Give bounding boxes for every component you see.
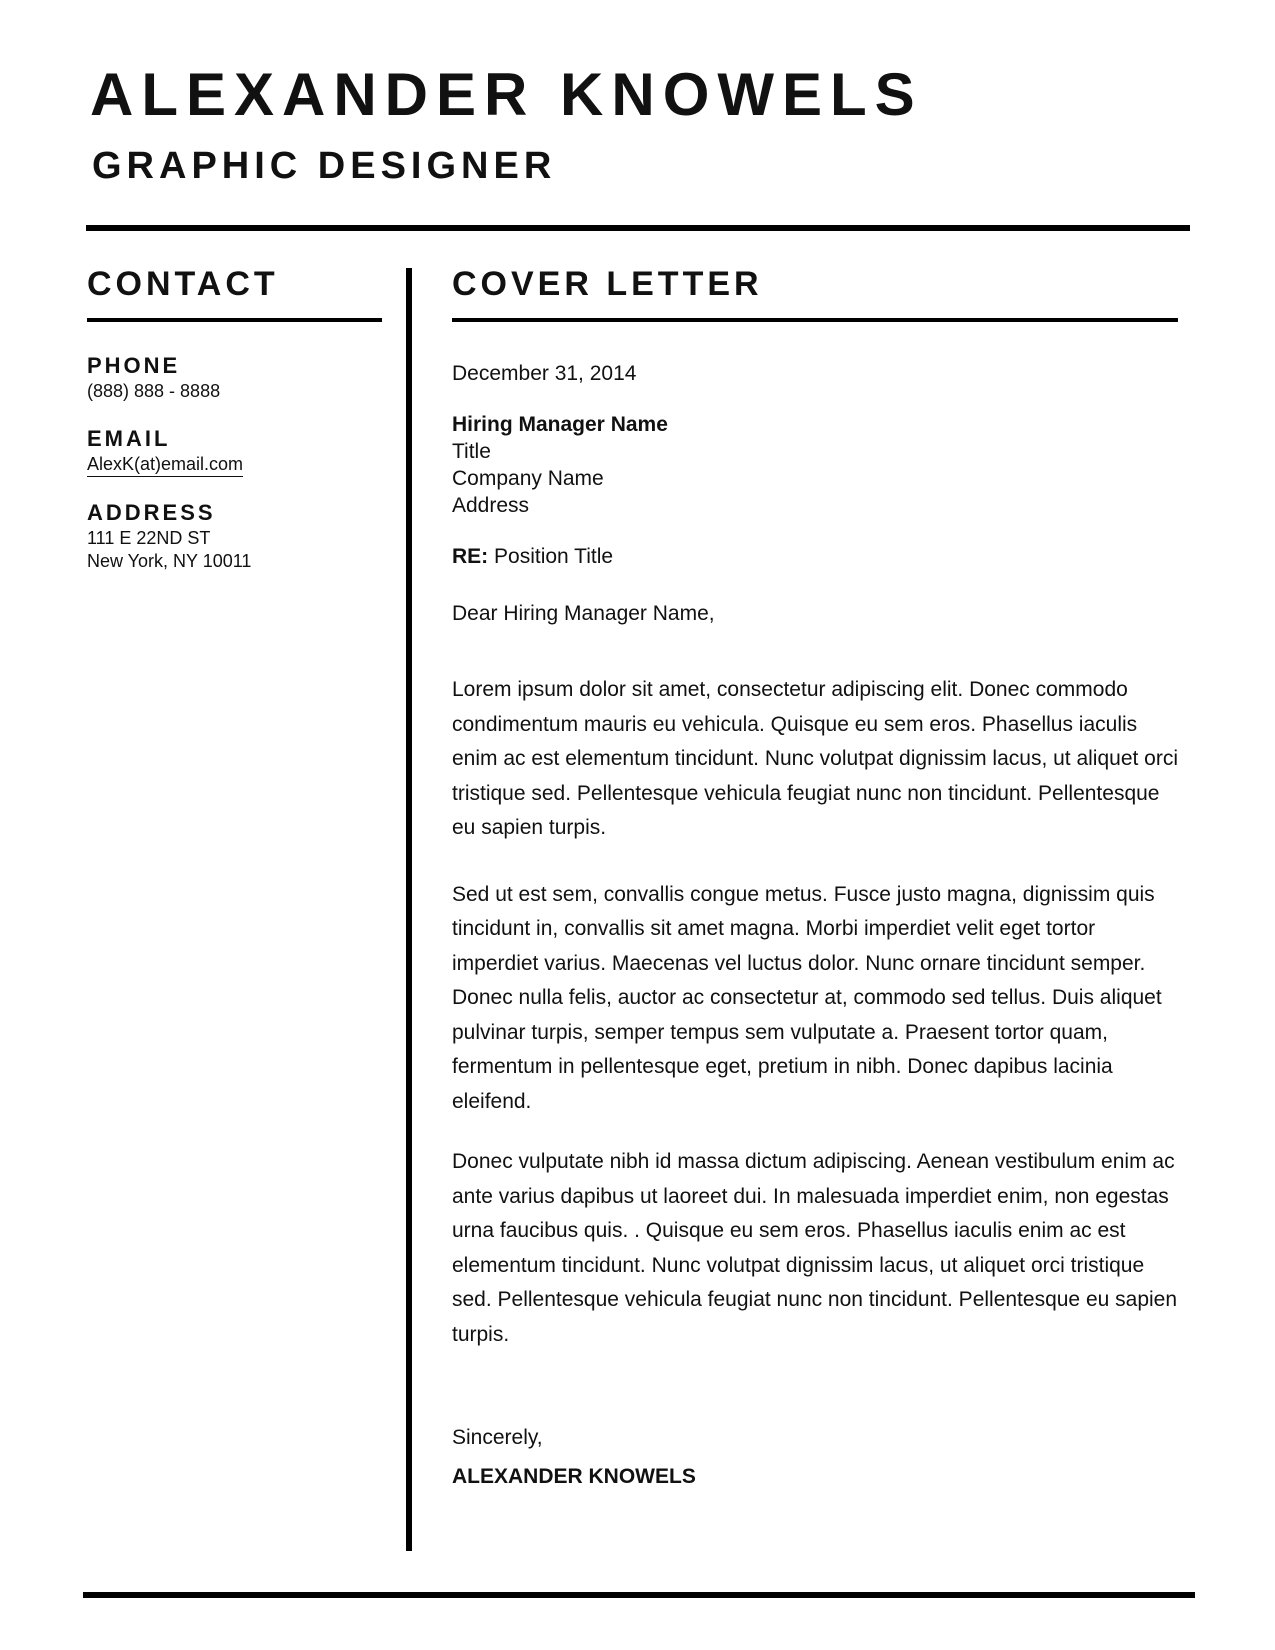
recipient-name: Hiring Manager Name xyxy=(452,413,668,436)
address-line-1: 111 E 22ND ST xyxy=(87,528,211,548)
closing: Sincerely, xyxy=(452,1426,543,1449)
contact-sidebar xyxy=(87,262,382,573)
email-link[interactable]: AlexK(at)email.com xyxy=(87,453,243,477)
contact-heading-underline xyxy=(87,318,382,322)
recipient-address: Address xyxy=(452,494,530,517)
phone-value: (888) 888 - 8888 xyxy=(87,381,221,401)
subject-line xyxy=(452,543,1182,570)
applicant-name: ALEXANDER KNOWELS xyxy=(90,61,923,128)
column-divider xyxy=(406,268,412,1551)
subject-label: RE: xyxy=(452,545,489,568)
subject-value: Position Title xyxy=(488,545,614,568)
address-block xyxy=(87,499,382,573)
recipient-company: Company Name xyxy=(452,467,604,490)
footer-divider xyxy=(83,1592,1195,1598)
salutation: Dear Hiring Manager Name, xyxy=(452,602,715,625)
address-label: ADDRESS xyxy=(87,500,216,525)
cover-letter xyxy=(452,262,1182,1490)
cover-letter-heading: COVER LETTER xyxy=(452,265,763,303)
signature: ALEXANDER KNOWELS xyxy=(452,1465,696,1488)
recipient-title: Title xyxy=(452,440,491,463)
letter-date: December 31, 2014 xyxy=(452,362,637,385)
email-label: EMAIL xyxy=(87,426,171,451)
phone-block xyxy=(87,352,382,403)
header-divider xyxy=(86,225,1190,231)
contact-heading: CONTACT xyxy=(87,265,279,303)
phone-label: PHONE xyxy=(87,353,181,378)
body-paragraph: Lorem ipsum dolor sit amet, consectetur adipiscing elit. Donec commodo condimentum mauris eu vehicula. Quisque eu sem eros. Phasellus iaculis enim ac est elementum tincidunt. Nunc volutpat dignissim lacus, ut aliquet orci tristique sed. Pellentesque vehicula feugiat nunc non tincidunt. Pellentesque eu sapien turpis. xyxy=(452,678,1179,839)
job-title: GRAPHIC DESIGNER xyxy=(92,145,557,187)
recipient-block xyxy=(452,411,1182,519)
email-block xyxy=(87,425,382,477)
body-paragraph: Sed ut est sem, convallis congue metus. Fusce justo magna, dignissim quis tincidunt in, convallis sit amet magna. Morbi imperdiet velit eget tortor imperdiet varius. Maecenas vel luctus dolor. Nunc ornare tincidunt semper. Donec nulla felis, auctor ac consectetur at, commodo sed tellus. Duis aliquet pulvinar turpis, semper tempus sem vulputate a. Praesent tortor quam, fermentum in pellentesque eget, pretium in nibh. Donec dapibus lacinia eleifend. xyxy=(452,882,1162,1113)
address-line-2: New York, NY 10011 xyxy=(87,551,252,571)
cover-letter-heading-underline xyxy=(452,318,1178,322)
body-paragraph: Donec vulputate nibh id massa dictum adipiscing. Aenean vestibulum enim ac ante varius dapibus ut laoreet dui. In malesuada imperdiet enim, non egestas urna faucibus quis. . Quisque eu sem eros. Phasellus iaculis enim ac est elementum tincidunt. Nunc volutpat dignissim lacus, ut aliquet orci tristique sed. Pellentesque vehicula feugiat nunc non tincidunt. Pellentesque eu sapien turpis. xyxy=(452,1150,1178,1346)
